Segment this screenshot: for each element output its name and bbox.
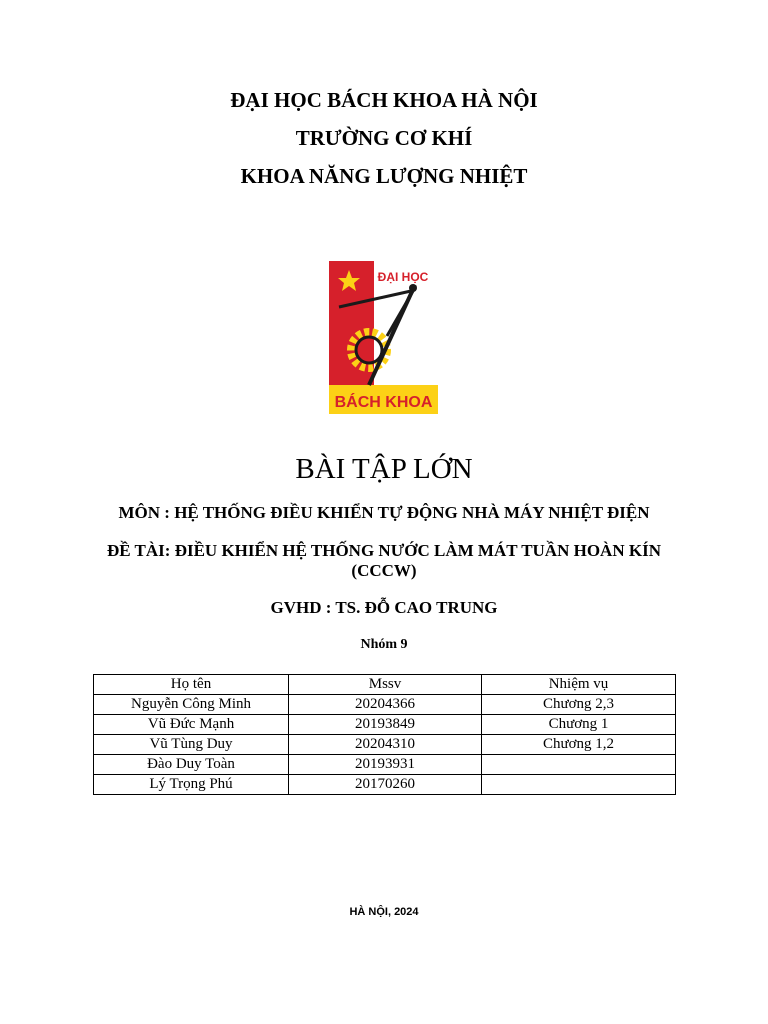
- cell-task: [482, 775, 676, 795]
- cell-task: Chương 2,3: [482, 695, 676, 715]
- logo-compass-pivot: [409, 284, 417, 292]
- header-task: Nhiệm vụ: [482, 675, 676, 695]
- logo-top-text: ĐẠI HỌC: [377, 270, 429, 284]
- table-row: [94, 775, 676, 795]
- institution-school: TRƯỜNG CƠ KHÍ: [295, 126, 473, 150]
- document-title: BÀI TẬP LỚN: [295, 453, 473, 485]
- cell-student-id: 20204310: [289, 735, 482, 755]
- header-name: Họ tên: [94, 675, 289, 695]
- supervisor-line: GVHD : TS. ĐỖ CAO TRUNG: [270, 598, 498, 617]
- table-row: [94, 715, 676, 735]
- cell-task: [482, 755, 676, 775]
- cell-name: Đào Duy Toàn: [94, 755, 289, 775]
- institution-faculty: KHOA NĂNG LƯỢNG NHIỆT: [240, 164, 528, 188]
- subject-line: MÔN : HỆ THỐNG ĐIỀU KHIỂN TỰ ĐỘNG NHÀ MÁY NHIỆT ĐIỆN: [118, 503, 650, 522]
- cell-student-id: 20193931: [289, 755, 482, 775]
- cell-student-id: 20193849: [289, 715, 482, 735]
- cell-name: Vũ Tùng Duy: [94, 735, 289, 755]
- table-row: [94, 755, 676, 775]
- cell-name: Nguyễn Công Minh: [94, 695, 289, 715]
- group-label: Nhóm 9: [360, 637, 408, 652]
- table-header-row: [94, 675, 676, 695]
- cell-task: Chương 1,2: [482, 735, 676, 755]
- logo-bottom-text: BÁCH KHOA: [334, 394, 433, 411]
- members-table: [93, 674, 676, 795]
- cell-student-id: 20170260: [289, 775, 482, 795]
- table-row: [94, 695, 676, 715]
- cell-name: Lý Trọng Phú: [94, 775, 289, 795]
- topic-line: ĐỀ TÀI: ĐIỀU KHIỂN HỆ THỐNG NƯỚC LÀM MÁT TUẦN HOÀN KÍN (CCCW): [107, 541, 661, 580]
- footer-place-year: HÀ NỘI, 2024: [349, 906, 419, 918]
- institution-university: ĐẠI HỌC BÁCH KHOA HÀ NỘI: [230, 88, 538, 112]
- cell-task: Chương 1: [482, 715, 676, 735]
- header-student-id: Mssv: [289, 675, 482, 695]
- cell-name: Vũ Đức Mạnh: [94, 715, 289, 735]
- hust-logo: [329, 261, 438, 414]
- table-row: [94, 735, 676, 755]
- cell-student-id: 20204366: [289, 695, 482, 715]
